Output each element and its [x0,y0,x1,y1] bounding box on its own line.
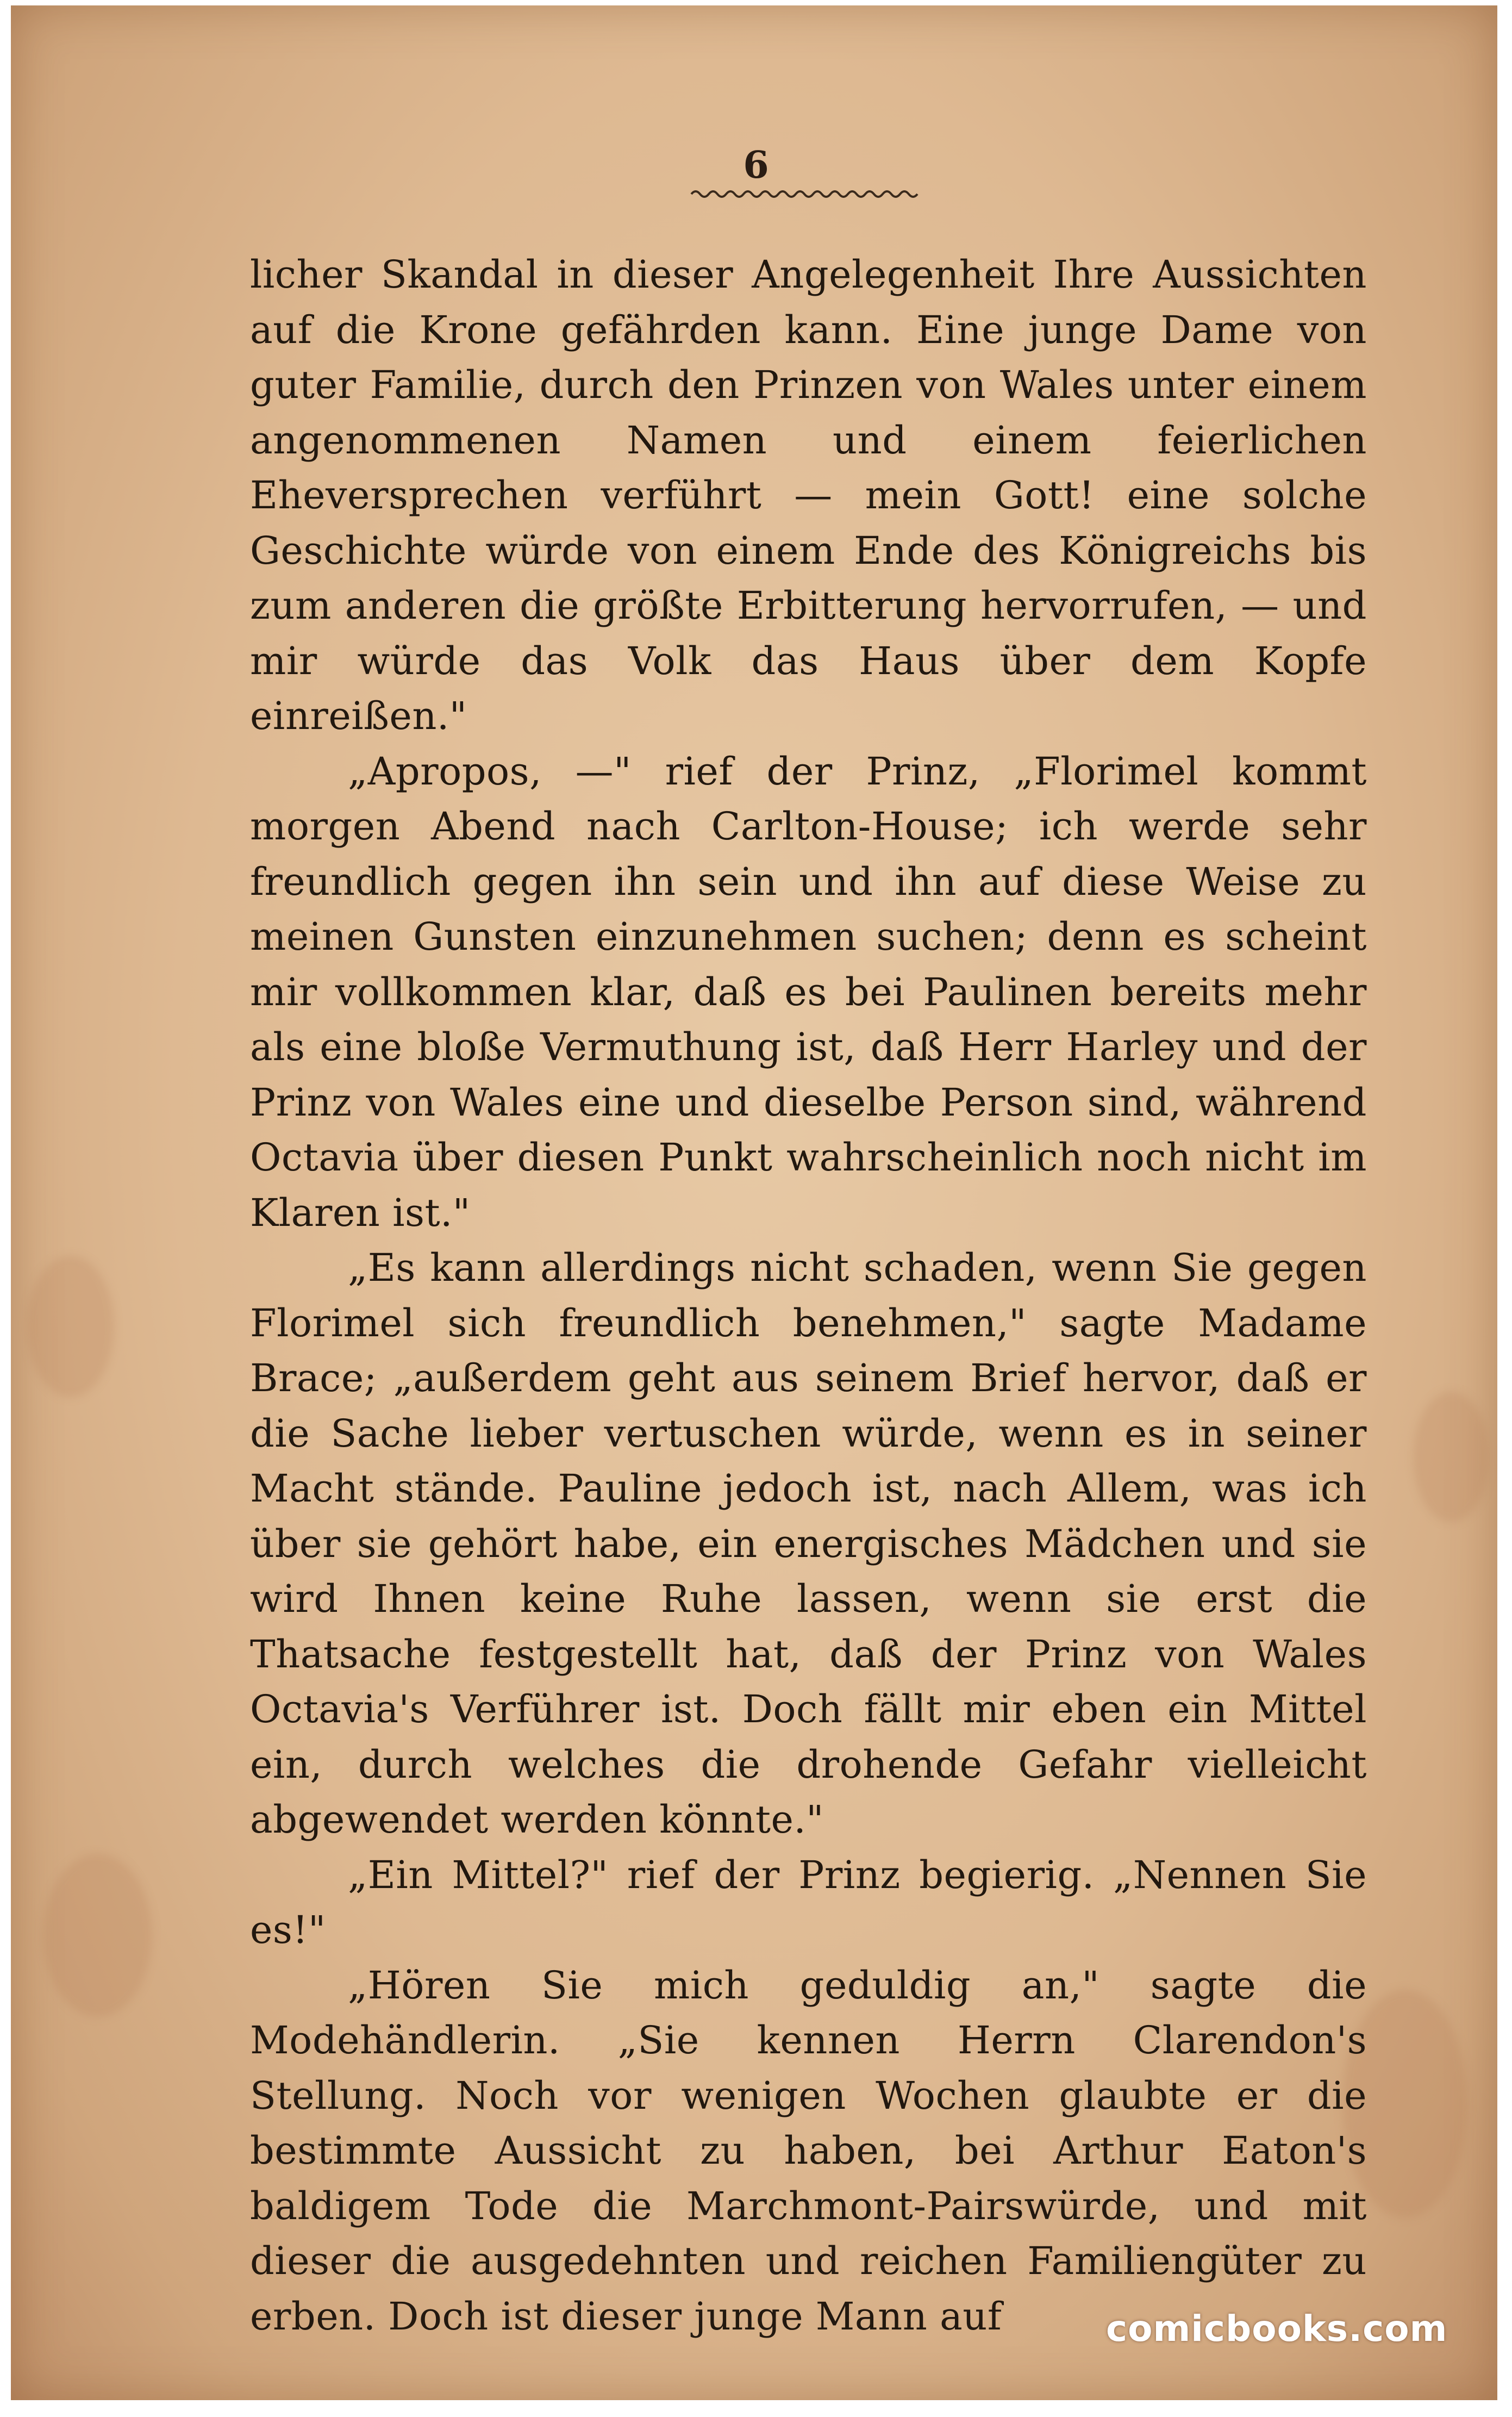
paragraph: licher Skandal in dieser Angelegenheit Ihre Aussichten auf die Krone gefährden kann. Eine junge Dame von guter Familie, durch den Prinzen von Wales unter einem angenommenen Namen und einem feierlichen Eheversprechen verführt — mein Gott! eine solche Geschichte würde von einem Ende des Königreichs bis zum anderen die größte Erbitterung hervorrufen, — und mir würde das Volk das Haus über dem Kopfe einreißen." [250,252,1367,738]
watermark-text: comicbooks.com [1106,2308,1448,2350]
paper-stain [27,1256,114,1397]
wavy-rule-ornament [690,188,924,201]
paper-stain [1413,1392,1489,1522]
page-number: 6 [743,144,769,187]
paragraph: „Ein Mittel?" rief der Prinz begierig. „Nennen Sie es!" [250,1852,1367,1952]
paper-stain [43,1854,152,2017]
paragraph: „Es kann allerdings nicht schaden, wenn Sie gegen Florimel sich freundlich benehmen," sagte Madame Brace; „außerdem geht aus seinem Brief hervor, daß er die Sache lieber vertuschen würde, wenn es in seiner Macht stände. Pauline jedoch ist, nach Allem, was ich über sie gehört habe, ein energisches Mädchen und sie wird Ihnen keine Ruhe lassen, wenn sie erst die Thatsache festgestellt hat, daß der Prinz von Wales Octavia's Verführer ist. Doch fällt mir eben ein Mittel ein, durch welches die drohende Gefahr vielleicht abgewendet werden könnte." [250,1245,1367,1842]
paragraph: „Apropos, —" rief der Prinz, „Florimel kommt morgen Abend nach Carlton-House; ich werde sehr freundlich gegen ihn sein und ihn auf diese Weise zu meinen Gunsten einzunehmen suchen; denn es scheint mir vollkommen klar, daß es bei Paulinen bereits mehr als eine bloße Vermuthung ist, daß Herr Harley und der Prinz von Wales eine und dieselbe Person sind, während Octavia über diesen Punkt wahrscheinlich noch nicht im Klaren ist." [250,749,1367,1235]
paragraph: „Hören Sie mich geduldig an," sagte die Modehändlerin. „Sie kennen Herrn Clarendon's Stellung. Noch vor wenigen Wochen glaubte er die bestimmte Aussicht zu haben, bei Arthur Eaton's baldigem Tode die Marchmont-Pairswürde, und mit dieser die ausgedehnten und reichen Familiengüter zu erben. Doch ist dieser junge Mann auf [250,1963,1367,2339]
body-text [250,247,1367,2344]
